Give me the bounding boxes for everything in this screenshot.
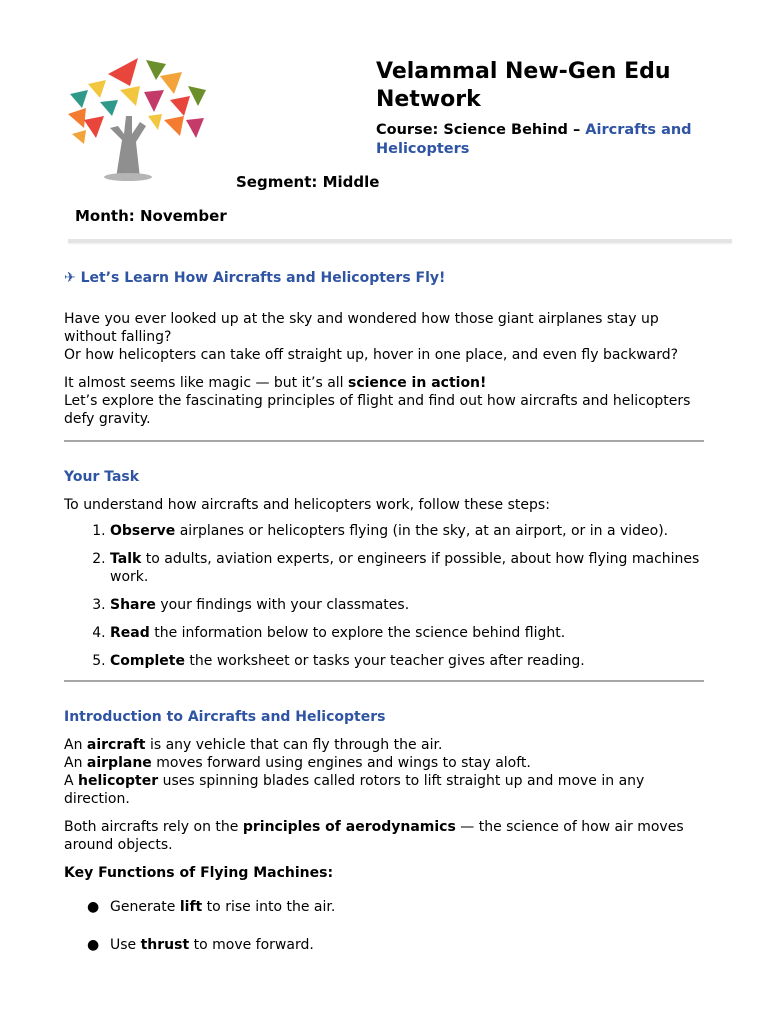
intro-p2-line1 [64, 374, 712, 392]
list-item [110, 596, 712, 614]
text-span: Generate [110, 899, 180, 915]
list-item [110, 624, 712, 642]
list-item [110, 522, 712, 540]
text-span: Use [110, 937, 141, 953]
intro-p2-before: It almost seems like magic — but it’s all [64, 375, 348, 391]
list-item [110, 550, 712, 586]
month-label: Month: November [75, 207, 227, 225]
text-span: An [64, 737, 87, 753]
step-text: the worksheet or tasks your teacher gives after reading. [184, 653, 585, 669]
org-title: Velammal New-Gen Edu Network [376, 59, 671, 112]
list-item [110, 652, 712, 670]
intro-heading: ✈ Let’s Learn How Aircrafts and Helicopters Fly! [64, 270, 446, 286]
intro-p2-line2: Let’s explore the fascinating principles of flight and find out how aircrafts and helicopters defy gravity. [64, 393, 691, 427]
term-aircraft: aircraft [86, 737, 146, 753]
task-heading: Your Task [64, 469, 140, 485]
course-line [376, 121, 736, 159]
step-text: your findings with your classmates. [155, 597, 410, 613]
key-functions-list [64, 898, 712, 954]
text-span: moves forward using engines and wings to stay aloft. [151, 755, 531, 771]
term-thrust: thrust [140, 937, 190, 953]
segment-label: Segment: Middle [236, 173, 380, 191]
course-topic: Aircrafts and Helicopters [376, 122, 692, 157]
aircraft-line-1 [64, 736, 712, 754]
aircraft-line-3 [64, 772, 712, 808]
list-item [110, 898, 712, 916]
course-prefix: Course: Science Behind – [376, 122, 581, 138]
key-heading-text: Key Functions of Flying Machines: [64, 865, 334, 881]
header-divider [68, 239, 732, 243]
text-span: A [64, 773, 79, 789]
aerodynamics-paragraph [64, 818, 712, 854]
text-span: is any vehicle that can fly through the air. [145, 737, 443, 753]
text-span: to move forward. [189, 937, 314, 953]
intro-p1-line1: Have you ever looked up at the sky and wondered how those giant airplanes stay up without falling? [64, 311, 659, 345]
task-lead: To understand how aircrafts and helicopters work, follow these steps: [64, 497, 550, 513]
step-bold: Read [110, 625, 150, 641]
tree-logo-icon [60, 50, 215, 182]
text-span: to rise into the air. [202, 899, 336, 915]
step-text: airplanes or helicopters flying (in the sky, at an airport, or in a video). [175, 523, 669, 539]
text-span: An [64, 755, 87, 771]
step-text: to adults, aviation experts, or engineers if possible, about how flying machines work. [110, 551, 700, 585]
key-functions-heading [64, 864, 712, 882]
term-aerodynamics: principles of aerodynamics [242, 819, 456, 835]
intro-p1-line2: Or how helicopters can take off straight up, hover in one place, and even fly backward? [64, 347, 679, 363]
text-span: Both aircrafts rely on the [64, 819, 243, 835]
list-item [110, 936, 712, 954]
step-bold: Share [110, 597, 156, 613]
term-lift: lift [179, 899, 203, 915]
intro-p2-bold: science in action! [348, 375, 487, 391]
step-text: the information below to explore the science behind flight. [149, 625, 566, 641]
document-body [64, 269, 712, 974]
term-helicopter: helicopter [78, 773, 159, 789]
aircraft-heading: Introduction to Aircrafts and Helicopters [64, 709, 386, 725]
aircraft-line-2 [64, 754, 712, 772]
text-span: uses spinning blades called rotors to lift straight up and move in any direction. [64, 773, 645, 807]
step-bold: Complete [110, 653, 185, 669]
task-steps-list [64, 522, 712, 670]
step-bold: Talk [110, 551, 142, 567]
text-span: — the science of how air moves around objects. [64, 819, 684, 853]
step-bold: Observe [110, 523, 176, 539]
term-airplane: airplane [86, 755, 152, 771]
